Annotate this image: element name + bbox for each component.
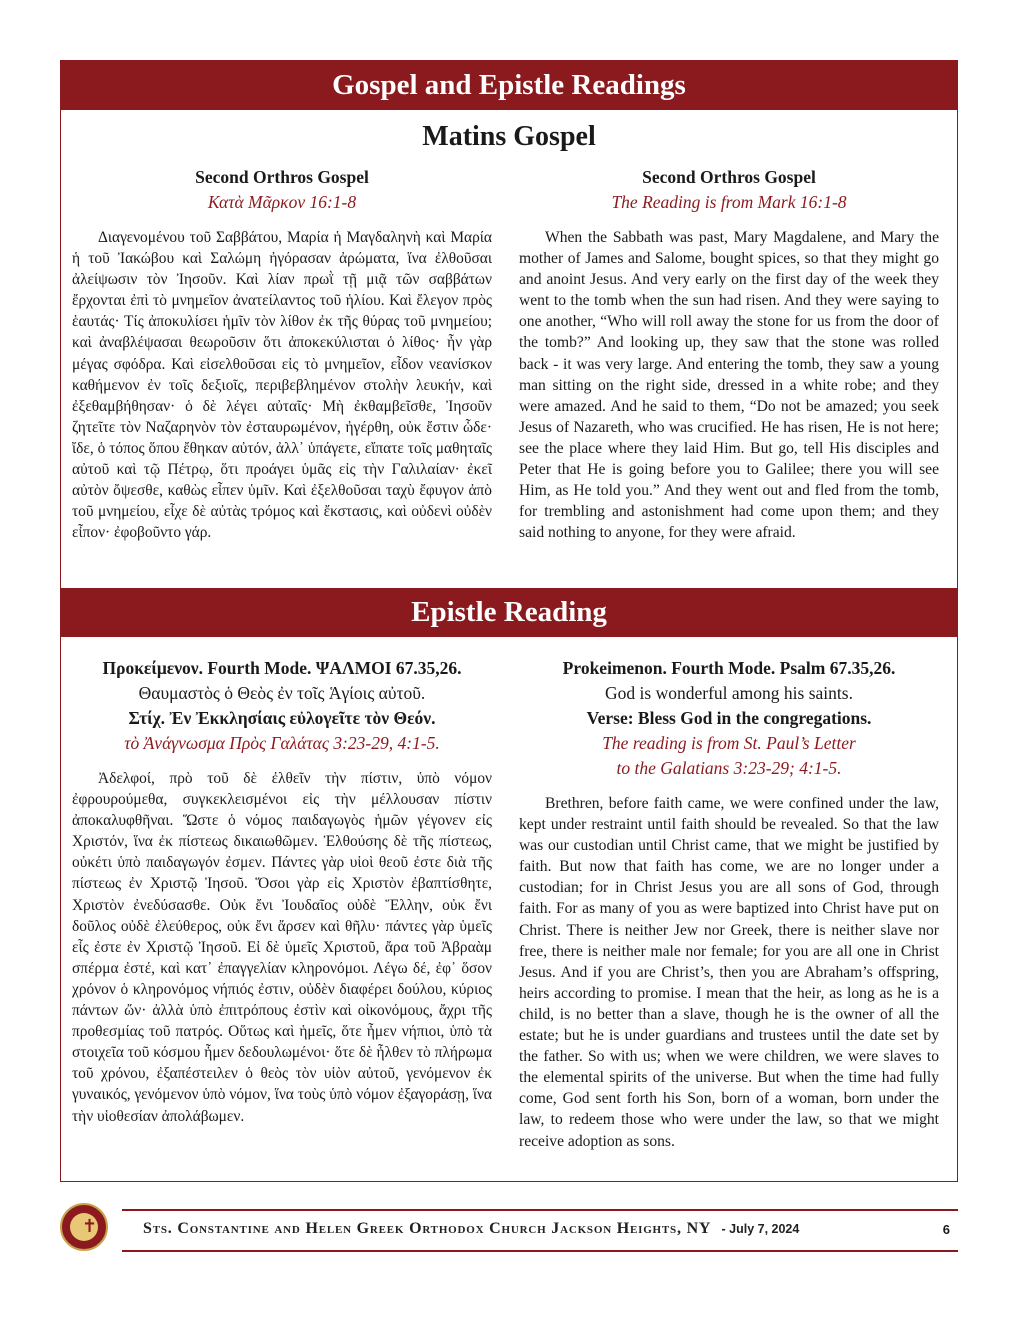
epistle-reading-banner: Epistle Reading <box>61 588 957 637</box>
epistle-english-text: Brethren, before faith came, we were confined under the law, kept under restraint until faith should be revealed. So that the law was our custodian until Christ came, that we might be justified by faith. But now that faith has come, we are no longer under a custodian; for in Christ Jesus you are all sons of God, through faith. For as many of you as were baptized into Christ have put on Christ. There is neither Jew nor Greek, there is neither slave nor free, there is neither male nor female; for you are all one in Christ Jesus. And if you are Christ’s, then you are Abraham’s offspring, heirs according to promise. I mean that the heir, as long as he is a child, is no better than a slave, though he is the owner of all the estate; but he is under guardians and trustees until the date set by the father. So with us; when we were children, we were slaves to the elemental spirits of the universe. But when the time had fully come, God sent forth his Son, born of a woman, born under the law, to redeem those who were under the law, so that we might receive adoption as sons. <box>519 795 939 1150</box>
cross-icon: ✝ <box>82 1216 98 1237</box>
epistle-english-column <box>519 656 939 1152</box>
gospel-english-heading: Second Orthros Gospel <box>642 167 816 187</box>
page-number: 6 <box>942 1222 950 1237</box>
church-seal-icon <box>60 1203 108 1251</box>
epistle-english-reference-1: The reading is from St. Paul’s Letter <box>602 733 856 753</box>
epistle-greek-prokeimenon: Προκείμενον. Fourth Mode. ΨΑΛΜΟΙ 67.35,26. <box>102 658 462 678</box>
seal-inner-disc <box>70 1213 98 1241</box>
page-footer <box>60 1192 960 1272</box>
gospel-greek-header <box>72 165 492 215</box>
epistle-english-prokeimenon: Prokeimenon. Fourth Mode. Psalm 67.35,26. <box>562 658 896 678</box>
gospel-english-header <box>519 165 939 215</box>
gospel-english-column <box>519 165 939 543</box>
footer-church-name: Sts. Constantine and Helen Greek Orthodox Church Jackson Heights, NY <box>143 1220 711 1237</box>
footer-rule-top <box>122 1209 958 1211</box>
epistle-greek-text: Ἀδελφοί, πρὸ τοῦ δὲ ἐλθεῖν τὴν πίστιν, ὑπὸ νόμον ἐφρουρούμεθα, συγκεκλεισμένοι εἰς τὴν μέλλουσαν πίστιν ἀποκαλυφθῆναι. Ὥστε ὁ νόμος παιδαγωγὸς ἡμῶν γέγονεν εἰς Χριστόν, ἵνα ἐκ πίστεως δικαιωθῶμεν. Ἐλθούσης δὲ τῆς πίστεως, οὐκέτι ὑπὸ παιδαγωγόν ἐσμεν. Πάντες γὰρ υἱοὶ θεοῦ ἐστε διὰ τῆς πίστεως ἐν Χριστῷ Ἰησοῦ. Ὅσοι γὰρ εἰς Χριστὸν ἐβαπτίσθητε, Χριστὸν ἐνεδύσασθε. Οὐκ ἔνι Ἰουδαῖος οὐδὲ Ἕλλην, οὐκ ἔνι δοῦλος οὐδὲ ἐλεύθερος, οὐκ ἔνι ἄρσεν καὶ θῆλυ· πάντες γὰρ ὑμεῖς εἷς ἐστε ἐν Χριστῷ Ἰησοῦ. Εἰ δὲ ὑμεῖς Χριστοῦ, ἄρα τοῦ Ἀβραὰμ σπέρμα ἐστέ, καὶ κατ᾽ ἐπαγγελίαν κληρονόμοι. Λέγω δέ, ἐφ᾽ ὅσον χρόνον ὁ κληρονόμος νήπιός ἐστιν, οὐδὲν διαφέρει δούλου, κύριος πάντων ὤν· ἀλλὰ ὑπὸ ἐπιτρόπους ἐστὶν καὶ οἰκονόμους, ἄχρι τῆς προθεσμίας τοῦ πατρός. Οὕτως καὶ ἡμεῖς, ὅτε ἦμεν νήπιοι, ὑπὸ τὰ στοιχεῖα τοῦ κόσμου ἦμεν δεδουλωμένοι· ὅτε δὲ ἦλθεν τὸ πλήρωμα τοῦ χρόνου, ἐξαπέστειλεν ὁ θεὸς τὸν υἱὸν αὐτοῦ, γενόμενον ἐκ γυναικός, γενόμενον ὑπὸ νόμον, ἵνα τοὺς ὑπὸ νόμον ἐξαγοράσῃ, ἵνα τὴν υἱοθεσίαν ἀπολάβωμεν. <box>72 770 492 1125</box>
epistle-greek-column <box>72 656 492 1127</box>
gospel-epistle-banner: Gospel and Epistle Readings <box>61 61 957 110</box>
epistle-greek-reference: τὸ Ἀνάγνωσμα Πρὸς Γαλάτας 3:23-29, 4:1-5. <box>124 733 440 753</box>
gospel-english-reference: The Reading is from Mark 16:1-8 <box>611 192 847 212</box>
gospel-greek-reference: Κατὰ Μᾶρκον 16:1-8 <box>207 192 357 212</box>
epistle-english-header <box>519 656 939 781</box>
gospel-greek-column <box>72 165 492 543</box>
epistle-english-verse: God is wonderful among his saints. <box>605 683 853 703</box>
footer-rule-bottom <box>122 1250 958 1252</box>
footer-church-line <box>143 1220 799 1238</box>
readings-frame <box>60 60 958 1182</box>
epistle-greek-stichos: Στίχ. Ἐν Ἐκκλησίαις εὐλογεῖτε τὸν Θεόν. <box>128 708 436 728</box>
footer-date: - July 7, 2024 <box>721 1222 800 1236</box>
epistle-greek-header <box>72 656 492 756</box>
gospel-english-text: When the Sabbath was past, Mary Magdalene, and Mary the mother of James and Salome, bought spices, so that they might go and anoint Jesus. And very early on the first day of the week they went to the tomb when the sun had risen. And they were saying to one another, “Who will roll away the stone for us from the door of the tomb?” And looking up, they saw that the stone was rolled back - it was very large. And entering the tomb, they saw a young man sitting on the right side, dressed in a white robe; and they were amazed. And he said to them, “Do not be amazed; you seek Jesus of Nazareth, who was crucified. He has risen, He is not here; see the place where they laid Him. But go, tell His disciples and Peter that He is going before you to Galilee; there you will see Him, as He told you.” And they went out and fled from the tomb, for trembling and astonishment had come upon them; and they said nothing to anyone, for they were afraid. <box>519 229 939 542</box>
gospel-greek-heading: Second Orthros Gospel <box>195 167 369 187</box>
gospel-greek-text: Διαγενομένου τοῦ Σαββάτου, Μαρία ἡ Μαγδαληνὴ καὶ Μαρία ἡ τοῦ Ἰακώβου καὶ Σαλώμη ἠγόρασαν ἀρώματα, ἵνα ἐλθοῦσαι ἀλείψωσιν τὸν Ἰησοῦν. Καὶ λίαν πρωῒ τῇ μιᾷ τῶν σαββάτων ἔρχονται ἐπὶ τὸ μνημεῖον ἀνατείλαντος τοῦ ἡλίου. Καὶ ἔλεγον πρὸς ἑαυτάς· Τίς ἀποκυλίσει ἡμῖν τὸν λίθον ἐκ τῆς θύρας τοῦ μνημείου; καὶ ἀναβλέψασαι θεωροῦσιν ὅτι ἀποκεκύλισται ὁ λίθος· ἦν γὰρ μέγας σφόδρα. Καὶ εἰσελθοῦσαι εἰς τὸ μνημεῖον, εἶδον νεανίσκον καθήμενον ἐν τοῖς δεξιοῖς, περιβεβλημένον στολὴν λευκήν, καὶ ἐξεθαμβήθησαν· ὁ δὲ λέγει αὐταῖς· Μὴ ἐκθαμβεῖσθε, Ἰησοῦν ζητεῖτε τὸν Ναζαρηνὸν τὸν ἐσταυρωμένον, ἠγέρθη, οὐκ ἔστιν ὧδε· ἴδε, ὁ τόπος ὅπου ἔθηκαν αὐτόν, ἀλλ᾽ ὑπάγετε, εἴπατε τοῖς μαθηταῖς αὐτοῦ καὶ τῷ Πέτρῳ, ὅτι προάγει ὑμᾶς εἰς τὴν Γαλιλαίαν· ἐκεῖ αὐτὸν ὄψεσθε, καθὼς εἶπεν ὑμῖν. Καὶ ἐξελθοῦσαι ταχὺ ἔφυγον ἀπὸ τοῦ μνημείου, εἶχε δὲ αὐτὰς τρόμος καὶ ἔκστασις, καὶ οὐδενὶ οὐδὲν εἶπον· ἐφοβοῦντο γάρ. <box>72 229 492 542</box>
epistle-greek-verse: Θαυμαστὸς ὁ Θεὸς ἐν τοῖς Ἁγίοις αὐτοῦ. <box>138 683 426 703</box>
matins-gospel-title: Matins Gospel <box>422 121 596 152</box>
epistle-english-reference-2: to the Galatians 3:23-29; 4:1-5. <box>616 758 842 778</box>
epistle-english-stichos: Verse: Bless God in the congregations. <box>586 708 872 728</box>
